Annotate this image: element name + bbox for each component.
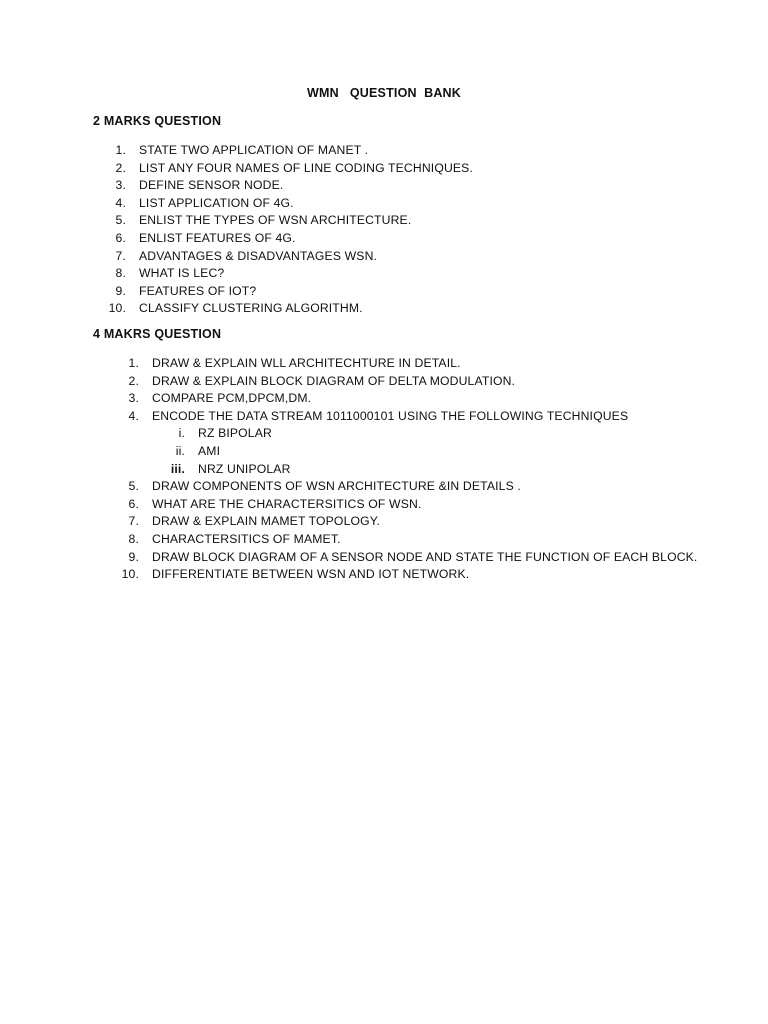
question-text: STATE TWO APPLICATION OF MANET . <box>139 143 369 157</box>
question-number: 7. <box>128 514 139 529</box>
question-number: 5. <box>115 213 126 228</box>
question-text: CHARACTERSITICS OF MAMET. <box>152 531 341 546</box>
question-text: DRAW & EXPLAIN BLOCK DIAGRAM OF DELTA MODULATION. <box>152 373 516 388</box>
question-text: COMPARE PCM,DPCM,DM. <box>152 391 312 406</box>
question-number: 4. <box>115 195 126 210</box>
question-number: 9. <box>128 549 139 564</box>
question-number: 2. <box>128 373 139 388</box>
sub-item-number: i. <box>178 426 185 441</box>
document-title: WMN QUESTION BANK <box>307 86 461 100</box>
question-text: ENLIST FEATURES OF 4G. <box>139 230 296 245</box>
question-number: 7. <box>115 248 126 263</box>
question-number: 9. <box>115 283 126 298</box>
question-text: WHAT ARE THE CHARACTERSITICS OF WSN. <box>152 496 422 511</box>
question-number: 1. <box>115 143 126 157</box>
sub-item-text: RZ BIPOLAR <box>198 426 272 441</box>
question-text: FEATURES OF IOT? <box>139 283 257 298</box>
question-number: 2. <box>115 160 126 175</box>
question-text: ENCODE THE DATA STREAM 1011000101 USING THE FOLLOWING TECHNIQUES <box>152 408 629 423</box>
question-number: 3. <box>128 391 139 406</box>
section-heading-4-marks: 4 MAKRS QUESTION <box>93 327 222 341</box>
question-text: DRAW & EXPLAIN MAMET TOPOLOGY. <box>152 514 380 529</box>
question-number: 6. <box>115 230 126 245</box>
question-number: 10. <box>121 567 139 582</box>
sub-item-number: ii. <box>175 443 185 458</box>
question-number: 5. <box>128 479 139 494</box>
question-text: DRAW & EXPLAIN WLL ARCHITECHTURE IN DETAIL. <box>152 356 461 370</box>
question-number: 8. <box>128 531 139 546</box>
question-number: 3. <box>115 178 126 193</box>
section-heading-2-marks: 2 MARKS QUESTION <box>93 114 222 128</box>
question-number: 8. <box>115 266 126 281</box>
question-text: DEFINE SENSOR NODE. <box>139 178 284 193</box>
sub-item-number: iii. <box>170 461 185 476</box>
question-text: DRAW BLOCK DIAGRAM OF A SENSOR NODE AND STATE THE FUNCTION OF EACH BLOCK. <box>152 549 698 564</box>
question-text: ADVANTAGES & DISADVANTAGES WSN. <box>139 248 378 263</box>
question-text: DRAW COMPONENTS OF WSN ARCHITECTURE &IN DETAILS . <box>152 479 521 494</box>
question-number: 6. <box>128 496 139 511</box>
question-number: 4. <box>128 408 139 423</box>
question-number: 10. <box>108 301 126 316</box>
question-text: WHAT IS LEC? <box>139 266 225 281</box>
sub-item-text: AMI <box>198 443 221 458</box>
question-text: LIST ANY FOUR NAMES OF LINE CODING TECHNIQUES. <box>139 160 473 175</box>
question-text: ENLIST THE TYPES OF WSN ARCHITECTURE. <box>139 213 412 228</box>
sub-item-text: NRZ UNIPOLAR <box>198 461 291 476</box>
question-text: LIST APPLICATION OF 4G. <box>139 195 294 210</box>
question-number: 1. <box>128 356 139 370</box>
question-text: CLASSIFY CLUSTERING ALGORITHM. <box>139 301 363 316</box>
question-text: DIFFERENTIATE BETWEEN WSN AND IOT NETWORK. <box>152 567 470 582</box>
